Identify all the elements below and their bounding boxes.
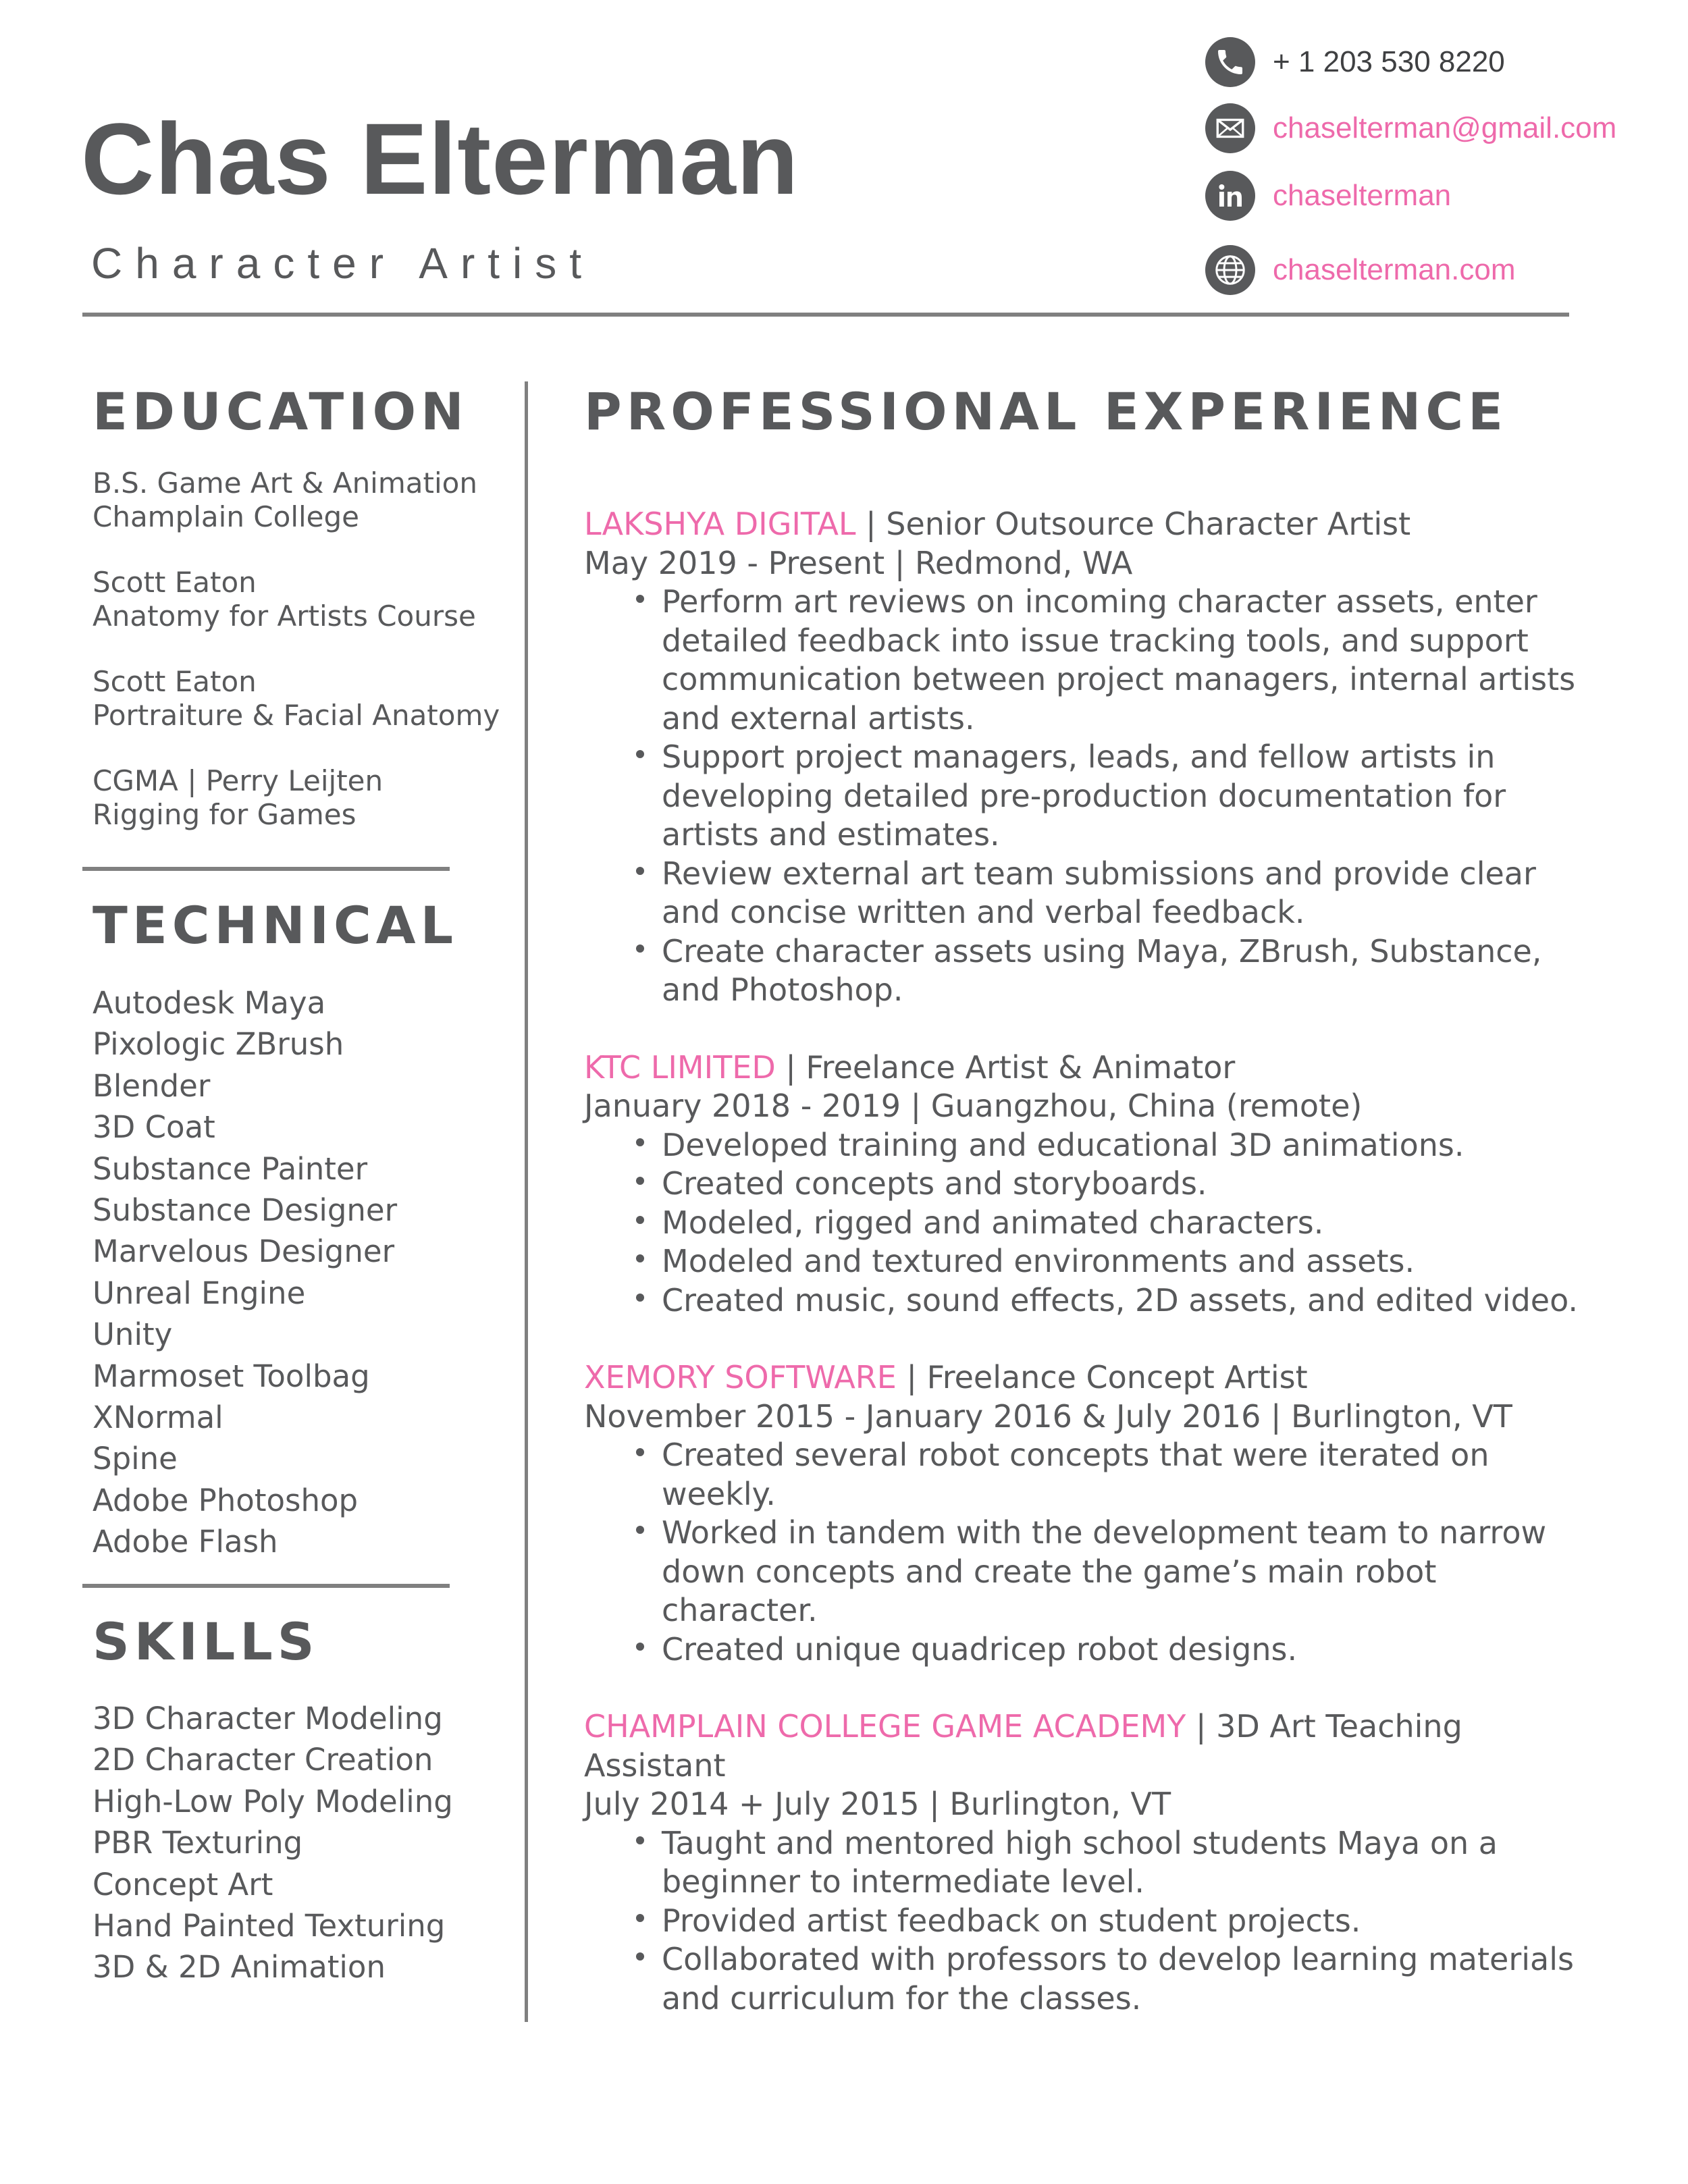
technical-item: Substance Designer bbox=[93, 1192, 398, 1229]
technical-item: Autodesk Maya bbox=[93, 985, 326, 1021]
job-bullet: Taught and mentored high school students Maya on a beginner to intermediate level. bbox=[662, 1824, 1583, 1902]
job-bullet: Review external art team submissions and provide clear and concise written and verbal feedback. bbox=[662, 855, 1583, 932]
job-title-line bbox=[584, 1358, 1583, 1397]
header-divider bbox=[82, 313, 1569, 317]
technical-item: Adobe Flash bbox=[93, 1524, 278, 1560]
job-entry bbox=[584, 1707, 1583, 2018]
education-divider bbox=[82, 867, 450, 871]
globe-icon bbox=[1205, 245, 1255, 295]
company-name: CHAMPLAIN COLLEGE GAME ACADEMY bbox=[584, 1708, 1186, 1744]
education-school: Rigging for Games bbox=[93, 798, 357, 831]
technical-item: Substance Painter bbox=[93, 1150, 368, 1187]
job-role: | 3D Art Teaching Assistant bbox=[584, 1708, 1462, 1784]
skill-item: 3D & 2D Animation bbox=[93, 1949, 386, 1986]
education-list bbox=[93, 467, 498, 832]
job-title-line bbox=[584, 505, 1583, 544]
job-bullets bbox=[584, 583, 1583, 1010]
job-bullet: Collaborated with professors to develop learning materials and curriculum for the classes. bbox=[662, 1940, 1583, 2018]
job-title-line bbox=[584, 1707, 1489, 1785]
skills-list bbox=[93, 1698, 498, 1988]
job-bullet: Perform art reviews on incoming character assets, enter detailed feedback into issue tracking tools, and support communication between project managers, internal artists and external artists. bbox=[662, 583, 1583, 738]
contact-phone bbox=[1205, 35, 1505, 89]
company-name: XEMORY SOFTWARE bbox=[584, 1359, 897, 1395]
education-heading: EDUCATION bbox=[93, 381, 469, 442]
job-bullets bbox=[584, 1126, 1583, 1321]
technical-item: Unreal Engine bbox=[93, 1275, 306, 1311]
job-entry bbox=[584, 1358, 1583, 1669]
job-bullets bbox=[584, 1436, 1583, 1669]
skill-item: PBR Texturing bbox=[93, 1825, 303, 1861]
technical-item: Blender bbox=[93, 1067, 211, 1104]
job-bullets bbox=[584, 1824, 1583, 2019]
skill-item: High-Low Poly Modeling bbox=[93, 1783, 453, 1819]
website-link[interactable]: chaselterman.com bbox=[1273, 253, 1516, 286]
technical-item: XNormal bbox=[93, 1400, 223, 1436]
job-dates-location: November 2015 - January 2016 & July 2016 | Burlington, VT bbox=[584, 1397, 1512, 1435]
envelope-icon bbox=[1205, 103, 1255, 153]
education-degree: Scott Eaton bbox=[93, 566, 257, 599]
skill-item: Hand Painted Texturing bbox=[93, 1908, 446, 1944]
linkedin-link[interactable]: chaselterman bbox=[1273, 179, 1452, 212]
education-item bbox=[93, 566, 498, 633]
job-bullet: Created unique quadricep robot designs. bbox=[662, 1630, 1583, 1670]
education-degree: Scott Eaton bbox=[93, 665, 257, 698]
job-bullet: Worked in tandem with the development team to narrow down concepts and create the game’s main robot character. bbox=[662, 1514, 1583, 1630]
contact-email[interactable] bbox=[1205, 101, 1616, 155]
technical-divider bbox=[82, 1584, 450, 1588]
technical-heading: TECHNICAL bbox=[93, 895, 458, 955]
job-role: | Freelance Concept Artist bbox=[896, 1359, 1308, 1395]
technical-list bbox=[93, 982, 498, 1563]
education-item bbox=[93, 764, 498, 832]
education-degree: CGMA | Perry Leijten bbox=[93, 764, 384, 797]
candidate-name: Chas Elterman bbox=[81, 102, 799, 215]
company-name: LAKSHYA DIGITAL bbox=[584, 506, 856, 542]
job-bullet: Modeled and textured environments and assets. bbox=[662, 1242, 1583, 1281]
technical-item: Pixologic ZBrush bbox=[93, 1026, 344, 1063]
contact-linkedin[interactable] bbox=[1205, 169, 1451, 223]
skills-heading: SKILLS bbox=[93, 1612, 319, 1672]
education-degree: B.S. Game Art & Animation bbox=[93, 467, 477, 500]
column-divider bbox=[525, 381, 528, 2022]
technical-item: Spine bbox=[93, 1441, 178, 1477]
job-dates-location: January 2018 - 2019 | Guangzhou, China (remote) bbox=[584, 1088, 1363, 1124]
phone-number: + 1 203 530 8220 bbox=[1273, 45, 1505, 78]
phone-icon bbox=[1205, 37, 1255, 87]
skill-item: 3D Character Modeling bbox=[93, 1701, 443, 1736]
linkedin-icon bbox=[1205, 171, 1255, 221]
job-bullet: Modeled, rigged and animated characters. bbox=[662, 1204, 1583, 1243]
experience-heading: PROFESSIONAL EXPERIENCE bbox=[584, 381, 1508, 442]
technical-item: Marvelous Designer bbox=[93, 1233, 395, 1270]
job-bullet: Support project managers, leads, and fellow artists in developing detailed pre-production documentation for artists and estimates. bbox=[662, 738, 1583, 855]
contact-website[interactable] bbox=[1205, 243, 1515, 297]
experience-list bbox=[584, 505, 1583, 2018]
job-title: Character Artist bbox=[91, 239, 595, 288]
education-item bbox=[93, 467, 498, 534]
education-school: Portraiture & Facial Anatomy bbox=[93, 699, 500, 732]
job-bullet: Developed training and educational 3D animations. bbox=[662, 1126, 1583, 1165]
job-dates-location: May 2019 - Present | Redmond, WA bbox=[584, 544, 1133, 581]
email-link[interactable]: chaselterman@gmail.com bbox=[1273, 111, 1617, 144]
job-dates-location: July 2014 + July 2015 | Burlington, VT bbox=[584, 1786, 1171, 1822]
job-role: | Senior Outsource Character Artist bbox=[855, 506, 1411, 542]
education-school: Anatomy for Artists Course bbox=[93, 600, 476, 633]
job-bullet: Provided artist feedback on student projects. bbox=[662, 1902, 1583, 1941]
skill-item: 2D Character Creation bbox=[93, 1742, 433, 1778]
technical-item: 3D Coat bbox=[93, 1109, 215, 1146]
job-bullet: Create character assets using Maya, ZBrush, Substance, and Photoshop. bbox=[662, 932, 1583, 1010]
job-role: | Freelance Artist & Animator bbox=[775, 1048, 1236, 1086]
job-entry bbox=[584, 505, 1583, 1010]
job-bullet: Created concepts and storyboards. bbox=[662, 1165, 1583, 1204]
job-bullet: Created music, sound effects, 2D assets, and edited video. bbox=[662, 1281, 1583, 1321]
technical-item: Adobe Photoshop bbox=[93, 1482, 359, 1518]
job-title-line bbox=[584, 1048, 1583, 1088]
education-school: Champlain College bbox=[93, 500, 360, 533]
technical-item: Marmoset Toolbag bbox=[93, 1358, 370, 1394]
job-entry bbox=[584, 1048, 1583, 1321]
skill-item: Concept Art bbox=[93, 1866, 273, 1902]
job-bullet: Created several robot concepts that were iterated on weekly. bbox=[662, 1436, 1583, 1514]
education-item bbox=[93, 665, 498, 733]
company-name: KTC LIMITED bbox=[584, 1048, 776, 1086]
technical-item: Unity bbox=[93, 1316, 173, 1353]
